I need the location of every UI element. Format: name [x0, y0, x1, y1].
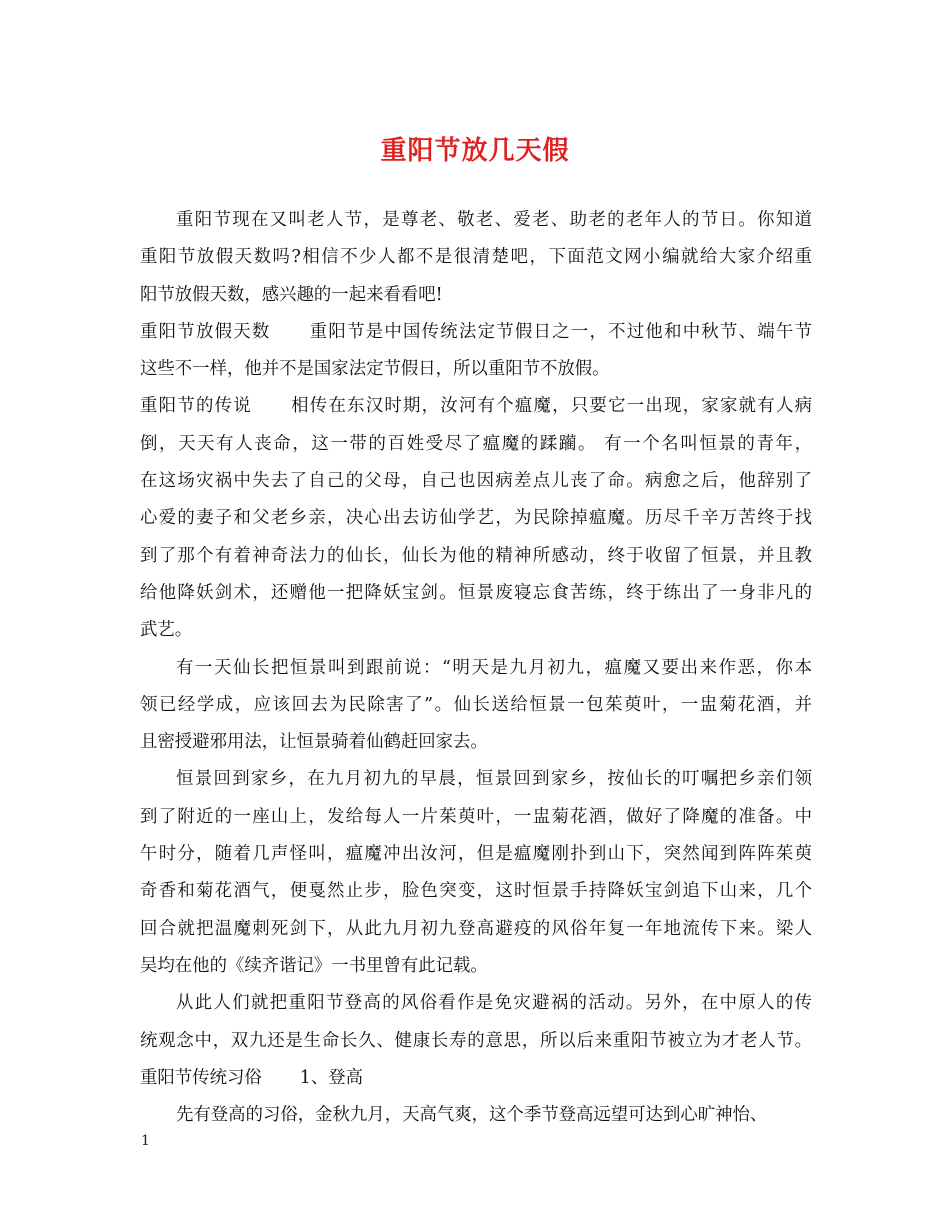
section-heading: 重阳节的传说 — [140, 396, 252, 417]
paragraph-line: 武艺。 — [140, 620, 193, 641]
paragraph-line: 午时分，随着几声怪叫，瘟魔冲出汝河，但是瘟魔刚扑到山下，突然闻到阵阵茱萸 — [140, 844, 812, 865]
paragraph-line: 且密授避邪用法，让恒景骑着仙鹤赶回家去。 — [140, 732, 488, 753]
paragraph-line: 有一天仙长把恒景叫到跟前说：“明天是九月初九，瘟魔又要出来作恶，你本 — [176, 657, 812, 678]
section-heading: 重阳节放假天数 — [140, 321, 271, 342]
paragraph-line: 到了附近的一座山上，发给每人一片茱萸叶，一盅菊花酒，做好了降魔的准备。中 — [140, 806, 812, 827]
paragraph-line: 倒，天天有人丧命，这一带的百姓受尽了瘟魔的蹂躏。 有一个名叫恒景的青年， — [140, 433, 812, 454]
paragraph-line: 领已经学成，应该回去为民除害了”。仙长送给恒景一包茱萸叶，一盅菊花酒，并 — [140, 694, 812, 715]
paragraph-line: 重阳节放假天数吗?相信不少人都不是很清楚吧，下面范文网小编就给大家介绍重 — [140, 247, 812, 268]
section-text: 重阳节是中国传统法定节假日之一，不过他和中秋节、端午节 — [308, 321, 812, 342]
paragraph-line: 心爱的妻子和父老乡亲，决心出去访仙学艺，为民除掉瘟魔。历尽千辛万苦终于找 — [140, 508, 812, 529]
paragraph-line: 从此人们就把重阳节登高的风俗看作是免灾避祸的活动。另外，在中原人的传 — [176, 993, 812, 1014]
section-text: 1、登高 — [299, 1067, 363, 1088]
paragraph-line: 这些不一样，他并不是国家法定节假日，所以重阳节不放假。 — [140, 359, 610, 380]
paragraph-line: 阳节放假天数，感兴趣的一起来看看吧! — [140, 284, 443, 305]
section-text: 相传在东汉时期，汝河有个瘟魔，只要它一出现，家家就有人病 — [289, 396, 812, 417]
document-title: 重阳节放几天假 — [380, 136, 570, 166]
paragraph-line: 奇香和菊花酒气，便戛然止步，脸色突变，这时恒景手持降妖宝剑追下山来，几个 — [140, 881, 812, 902]
section-heading: 重阳节传统习俗 — [140, 1067, 262, 1088]
paragraph-line: 先有登高的习俗，金秋九月，天高气爽，这个季节登高远望可达到心旷神怡、 — [176, 1105, 768, 1126]
paragraph-line: 到了那个有着神奇法力的仙长，仙长为他的精神所感动，终于收留了恒景，并且教 — [140, 545, 812, 566]
section-line — [140, 388, 812, 425]
paragraph-line: 给他降妖剑术，还赠他一把降妖宝剑。恒景废寝忘食苦练，终于练出了一身非凡的 — [140, 582, 812, 603]
page-number: 1 — [141, 1133, 150, 1149]
section-line — [140, 1060, 812, 1097]
section-line — [140, 314, 812, 351]
document-body — [140, 202, 812, 1134]
paragraph-line: 恒景回到家乡，在九月初九的早晨，恒景回到家乡，按仙长的叮嘱把乡亲们领 — [176, 769, 812, 790]
paragraph-line: 重阳节现在又叫老人节，是尊老、敬老、爱老、助老的老年人的节日。你知道 — [176, 210, 812, 230]
paragraph-line: 吴均在他的《续齐谐记》一书里曾有此记载。 — [140, 955, 488, 976]
paragraph-line: 统观念中，双九还是生命长久、健康长寿的意思，所以后来重阳节被立为才老人节。 — [140, 1030, 812, 1051]
paragraph-line: 回合就把温魔刺死剑下，从此九月初九登高避疫的风俗年复一年地流传下来。梁人 — [140, 918, 812, 939]
paragraph-line: 在这场灾祸中失去了自己的父母，自己也因病差点儿丧了命。病愈之后，他辞别了 — [140, 471, 812, 492]
